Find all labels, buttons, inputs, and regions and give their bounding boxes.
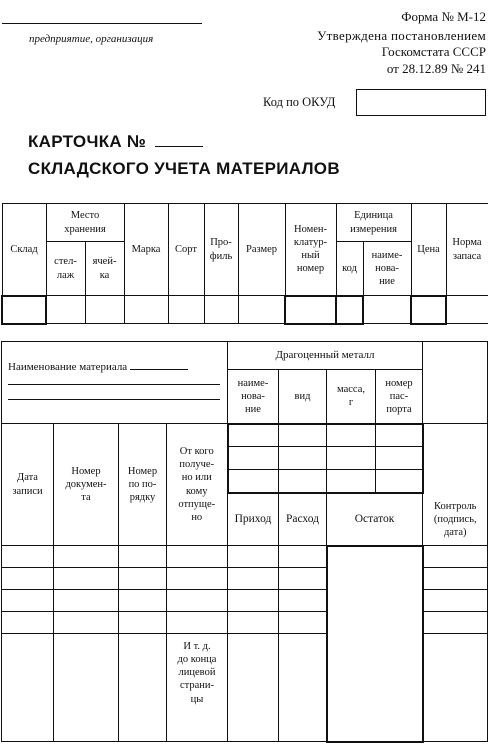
col-mesto: Место хранения (46, 204, 124, 242)
row4-doc[interactable] (54, 612, 119, 634)
row4-kontrol[interactable] (423, 612, 488, 634)
row1-ot-kogo[interactable] (167, 546, 228, 568)
cell-nomenklatura[interactable] (285, 296, 336, 324)
row3-ot-kogo[interactable] (167, 590, 228, 612)
col-prihod: Приход (228, 493, 279, 546)
col-edinica: Единица измерения (336, 204, 411, 242)
row2-data[interactable] (2, 568, 54, 590)
row4-ot-kogo[interactable] (167, 612, 228, 634)
material-name-block (2, 342, 228, 424)
col-norma: Норма запаса (446, 204, 488, 296)
cell-marka[interactable] (124, 296, 168, 324)
material-name-label: Наименование материала (8, 361, 128, 373)
row1-prihod[interactable] (228, 546, 279, 568)
material-name-line-2[interactable] (8, 384, 220, 385)
metal-cell-1-4[interactable] (376, 424, 423, 447)
col-kod: код (336, 242, 363, 296)
col-metal-name: наиме- нова- ние (228, 370, 279, 424)
metal-cell-1-3[interactable] (327, 424, 376, 447)
metal-blank-cell (423, 342, 488, 424)
row1-poryadok[interactable] (119, 546, 167, 568)
col-kontrol: Контроль (подпись, дата) (423, 424, 488, 546)
cell-sort[interactable] (168, 296, 204, 324)
okud-label: Код по ОКУД (263, 95, 336, 109)
precious-metal-header: Драгоценный металл (228, 342, 423, 370)
card-title (28, 132, 203, 152)
form-number: Форма № М-12 (401, 9, 486, 24)
col-rashod: Расход (279, 493, 327, 546)
metal-cell-2-1[interactable] (228, 447, 279, 470)
cell-cena[interactable] (411, 296, 446, 324)
cell-yacheika[interactable] (85, 296, 124, 324)
row2-poryadok[interactable] (119, 568, 167, 590)
row5-data[interactable] (2, 634, 54, 742)
row1-kontrol[interactable] (423, 546, 488, 568)
approval-line-2: Госкомстата СССР (381, 44, 486, 59)
row4-poryadok[interactable] (119, 612, 167, 634)
row3-rashod[interactable] (279, 590, 327, 612)
org-line (2, 23, 202, 24)
cell-razmer[interactable] (238, 296, 285, 324)
cell-norma[interactable] (446, 296, 488, 324)
col-nomenklatura: Номен- клатур- ный номер (285, 204, 336, 296)
row4-prihod[interactable] (228, 612, 279, 634)
col-ostatok: Остаток (327, 493, 423, 546)
col-metal-massa: масса, г (327, 370, 376, 424)
row5-doc[interactable] (54, 634, 119, 742)
col-razmer: Размер (238, 204, 285, 296)
row2-prihod[interactable] (228, 568, 279, 590)
metal-cell-3-3[interactable] (327, 470, 376, 493)
row5-kontrol[interactable] (423, 634, 488, 742)
okud-field[interactable] (356, 89, 486, 116)
col-sort: Сорт (168, 204, 204, 296)
material-name-line-3[interactable] (8, 399, 220, 400)
col-naimenovanie: наиме- нова- ние (363, 242, 411, 296)
org-caption: предприятие, организация (29, 33, 154, 45)
cell-sklad[interactable] (2, 296, 46, 324)
row3-prihod[interactable] (228, 590, 279, 612)
row3-kontrol[interactable] (423, 590, 488, 612)
movement-table (1, 341, 488, 743)
row2-doc[interactable] (54, 568, 119, 590)
card-title-text: КАРТОЧКА № (28, 132, 147, 151)
col-metal-vid: вид (279, 370, 327, 424)
card-number-field[interactable] (155, 132, 203, 147)
metal-cell-2-3[interactable] (327, 447, 376, 470)
cell-stellazh[interactable] (46, 296, 85, 324)
storage-info-table (1, 203, 488, 325)
row1-rashod[interactable] (279, 546, 327, 568)
row4-rashod[interactable] (279, 612, 327, 634)
metal-cell-3-4[interactable] (376, 470, 423, 493)
col-profil: Про- филь (204, 204, 238, 296)
metal-cell-3-1[interactable] (228, 470, 279, 493)
cell-profil[interactable] (204, 296, 238, 324)
row2-ot-kogo[interactable] (167, 568, 228, 590)
ostatok-cell[interactable] (327, 546, 423, 742)
col-data: Дата записи (2, 424, 54, 546)
metal-cell-3-2[interactable] (279, 470, 327, 493)
col-doc-no: Номер докумен- та (54, 424, 119, 546)
row5-poryadok[interactable] (119, 634, 167, 742)
col-cena: Цена (411, 204, 446, 296)
material-name-field[interactable] (130, 360, 188, 370)
metal-cell-1-2[interactable] (279, 424, 327, 447)
card-subtitle: СКЛАДСКОГО УЧЕТА МАТЕРИАЛОВ (28, 159, 340, 178)
approval-line-1: Утверждена постановлением (317, 28, 486, 43)
col-yacheika: ячей- ка (85, 242, 124, 296)
row3-poryadok[interactable] (119, 590, 167, 612)
metal-cell-2-2[interactable] (279, 447, 327, 470)
metal-cell-2-4[interactable] (376, 447, 423, 470)
approval-line-3: от 28.12.89 № 241 (386, 61, 486, 76)
col-metal-passport: номер пас- порта (376, 370, 423, 424)
row1-doc[interactable] (54, 546, 119, 568)
material-name-row (2, 342, 227, 375)
cell-kod[interactable] (336, 296, 363, 324)
row3-doc[interactable] (54, 590, 119, 612)
etc-note: И т. д. до конца лицевой страни- цы (167, 634, 228, 742)
col-stellazh: стел- лаж (46, 242, 85, 296)
cell-naimenovanie[interactable] (363, 296, 411, 324)
metal-cell-1-1[interactable] (228, 424, 279, 447)
row2-rashod[interactable] (279, 568, 327, 590)
col-ot-kogo: От кого получе- но или кому отпуще- но (167, 424, 228, 546)
col-marka: Марка (124, 204, 168, 296)
col-poryadok: Номер по по- рядку (119, 424, 167, 546)
row5-rashod[interactable] (279, 634, 327, 742)
row2-kontrol[interactable] (423, 568, 488, 590)
col-sklad: Склад (2, 204, 46, 296)
row5-prihod[interactable] (228, 634, 279, 742)
row1-data[interactable] (2, 546, 54, 568)
row4-data[interactable] (2, 612, 54, 634)
row3-data[interactable] (2, 590, 54, 612)
